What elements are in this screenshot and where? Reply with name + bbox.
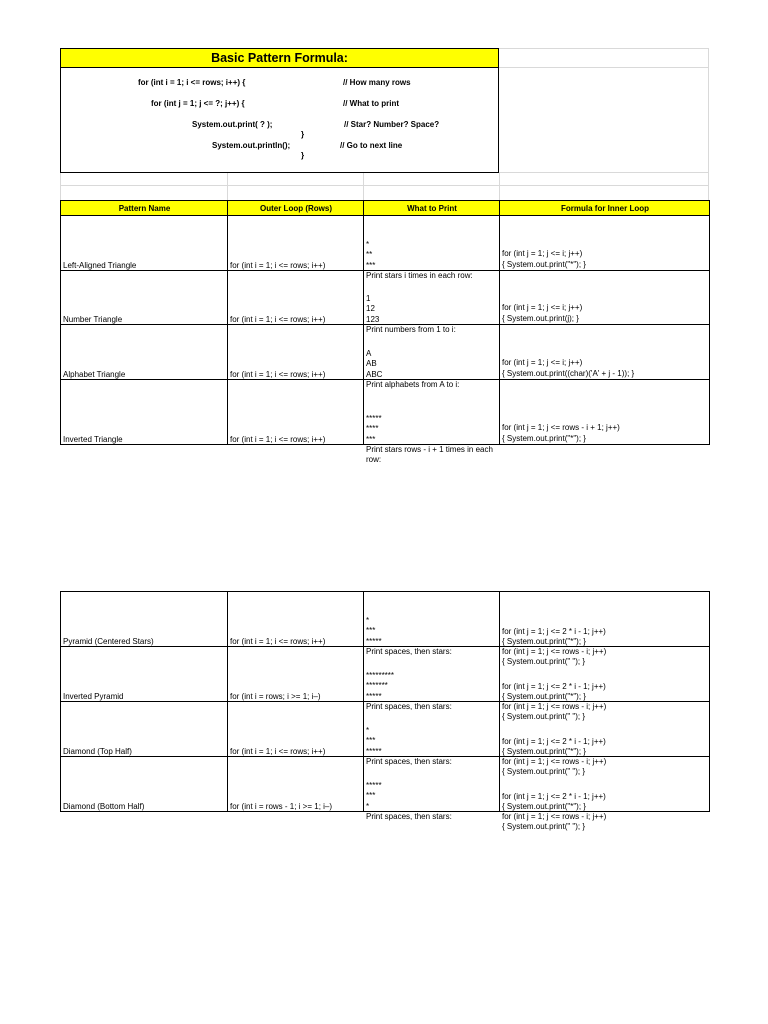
- table-header-row: [61, 201, 710, 216]
- pattern-name: Inverted Pyramid: [61, 647, 228, 702]
- outer-loop: for (int i = rows - 1; i >= 1; i–): [228, 757, 364, 812]
- outer-loop: for (int i = 1; i <= rows; i++): [228, 325, 364, 380]
- inner-formula: [500, 380, 710, 445]
- print-example: 1 12 123: [366, 293, 380, 324]
- gridline: [60, 185, 709, 186]
- print-description: Print stars i times in each row:: [366, 271, 473, 280]
- inner-formula: [500, 325, 710, 380]
- pattern-name: Diamond (Bottom Half): [61, 757, 228, 812]
- pattern-name: Pyramid (Centered Stars): [61, 592, 228, 647]
- outer-loop: for (int i = 1; i <= rows; i++): [228, 271, 364, 325]
- code-comment: // Go to next line: [340, 141, 403, 150]
- formula-stars: for (int j = 1; j <= 2 * i - 1; j++) { System.out.print("*"); }: [502, 792, 606, 811]
- formula-stars: for (int j = 1; j <= 2 * i - 1; j++) { System.out.print("*"); }: [502, 682, 606, 701]
- outer-loop: for (int i = 1; i <= rows; i++): [228, 216, 364, 271]
- formula-spaces: for (int j = 1; j <= rows - i; j++) { System.out.print(" "); }: [502, 647, 607, 666]
- formula-text: for (int j = 1; j <= i; j++) { System.out.print(j); }: [502, 303, 583, 323]
- outer-loop: for (int i = 1; i <= rows; i++): [228, 702, 364, 757]
- code-line: System.out.println();: [212, 141, 291, 150]
- pattern-name: Left-Aligned Triangle: [61, 216, 228, 271]
- print-description: Print spaces, then stars:: [366, 757, 452, 766]
- header-inner-formula: Formula for Inner Loop: [500, 201, 710, 216]
- inner-formula: [500, 216, 710, 271]
- formula-spaces: for (int j = 1; j <= rows - i; j++) { System.out.print(" "); }: [502, 812, 607, 831]
- pattern-table-2: [60, 591, 710, 831]
- pattern-name: Diamond (Top Half): [61, 702, 228, 757]
- print-description: Print spaces, then stars:: [366, 702, 452, 711]
- code-block: [60, 67, 499, 173]
- print-example: A AB ABC: [366, 348, 383, 379]
- print-example: * *** *****: [366, 615, 382, 646]
- code-comment: // How many rows: [343, 78, 411, 87]
- gridline: [708, 48, 709, 173]
- code-brace: }: [301, 151, 305, 160]
- gridline: [708, 172, 709, 200]
- header-pattern-name: Pattern Name: [61, 201, 228, 216]
- code-line: for (int i = 1; i <= rows; i++) {: [138, 78, 246, 87]
- header-outer-loop: Outer Loop (Rows): [228, 201, 364, 216]
- print-example: ********* ******* *****: [366, 670, 395, 701]
- pattern-name: Alphabet Triangle: [61, 325, 228, 380]
- pattern-name: Number Triangle: [61, 271, 228, 325]
- print-example: ***** *** *: [366, 780, 382, 811]
- gridline: [499, 67, 709, 68]
- formula-spaces: for (int j = 1; j <= rows - i; j++) { System.out.print(" "); }: [502, 757, 607, 776]
- outer-loop: for (int i = 1; i <= rows; i++): [228, 380, 364, 445]
- formula-text: for (int j = 1; j <= rows - i + 1; j++) { System.out.print("*"); }: [502, 423, 620, 443]
- formula-title: Basic Pattern Formula:: [60, 48, 499, 68]
- what-to-print: [364, 592, 500, 656]
- gridline: [227, 172, 228, 200]
- print-description: Print numbers from 1 to i:: [366, 325, 456, 334]
- formula-spaces: for (int j = 1; j <= rows - i; j++) { System.out.print(" "); }: [502, 702, 607, 721]
- print-description: Print spaces, then stars:: [366, 647, 452, 656]
- code-line: for (int j = 1; j <= ?; j++) {: [151, 99, 245, 108]
- inner-formula: [500, 271, 710, 325]
- pattern-name: Inverted Triangle: [61, 380, 228, 445]
- gridline: [363, 172, 364, 200]
- gridline: [60, 172, 61, 200]
- gridline: [499, 48, 709, 49]
- gridline: [499, 172, 500, 200]
- print-description: Print alphabets from A to i:: [366, 380, 460, 389]
- gridline: [499, 172, 709, 173]
- formula-stars: for (int j = 1; j <= 2 * i - 1; j++) { System.out.print("*"); }: [502, 627, 606, 646]
- what-to-print: [364, 216, 500, 280]
- code-comment: // Star? Number? Space?: [344, 120, 440, 129]
- formula-stars: for (int j = 1; j <= 2 * i - 1; j++) { System.out.print("*"); }: [502, 737, 606, 756]
- table-row: [61, 592, 710, 647]
- formula-text: for (int j = 1; j <= i; j++) { System.out.print("*"); }: [502, 249, 586, 269]
- pattern-table-1: [60, 200, 710, 464]
- outer-loop: for (int i = rows; i >= 1; i–): [228, 647, 364, 702]
- code-comment: // What to print: [343, 99, 399, 108]
- inner-formula: [500, 592, 710, 666]
- formula-text: for (int j = 1; j <= i; j++) { System.out.print((char)('A' + j - 1)); }: [502, 358, 635, 378]
- print-description: Print spaces, then stars:: [366, 812, 452, 821]
- print-example: * ** ***: [366, 239, 376, 270]
- table-row: [61, 216, 710, 271]
- code-line: System.out.print( ? );: [192, 120, 273, 129]
- code-brace: }: [301, 130, 305, 139]
- outer-loop: for (int i = 1; i <= rows; i++): [228, 592, 364, 647]
- print-example: ***** **** ***: [366, 413, 382, 444]
- print-description: Print stars rows - i + 1 times in each row:: [366, 445, 496, 464]
- print-example: * *** *****: [366, 725, 382, 756]
- header-what-to-print: What to Print: [364, 201, 500, 216]
